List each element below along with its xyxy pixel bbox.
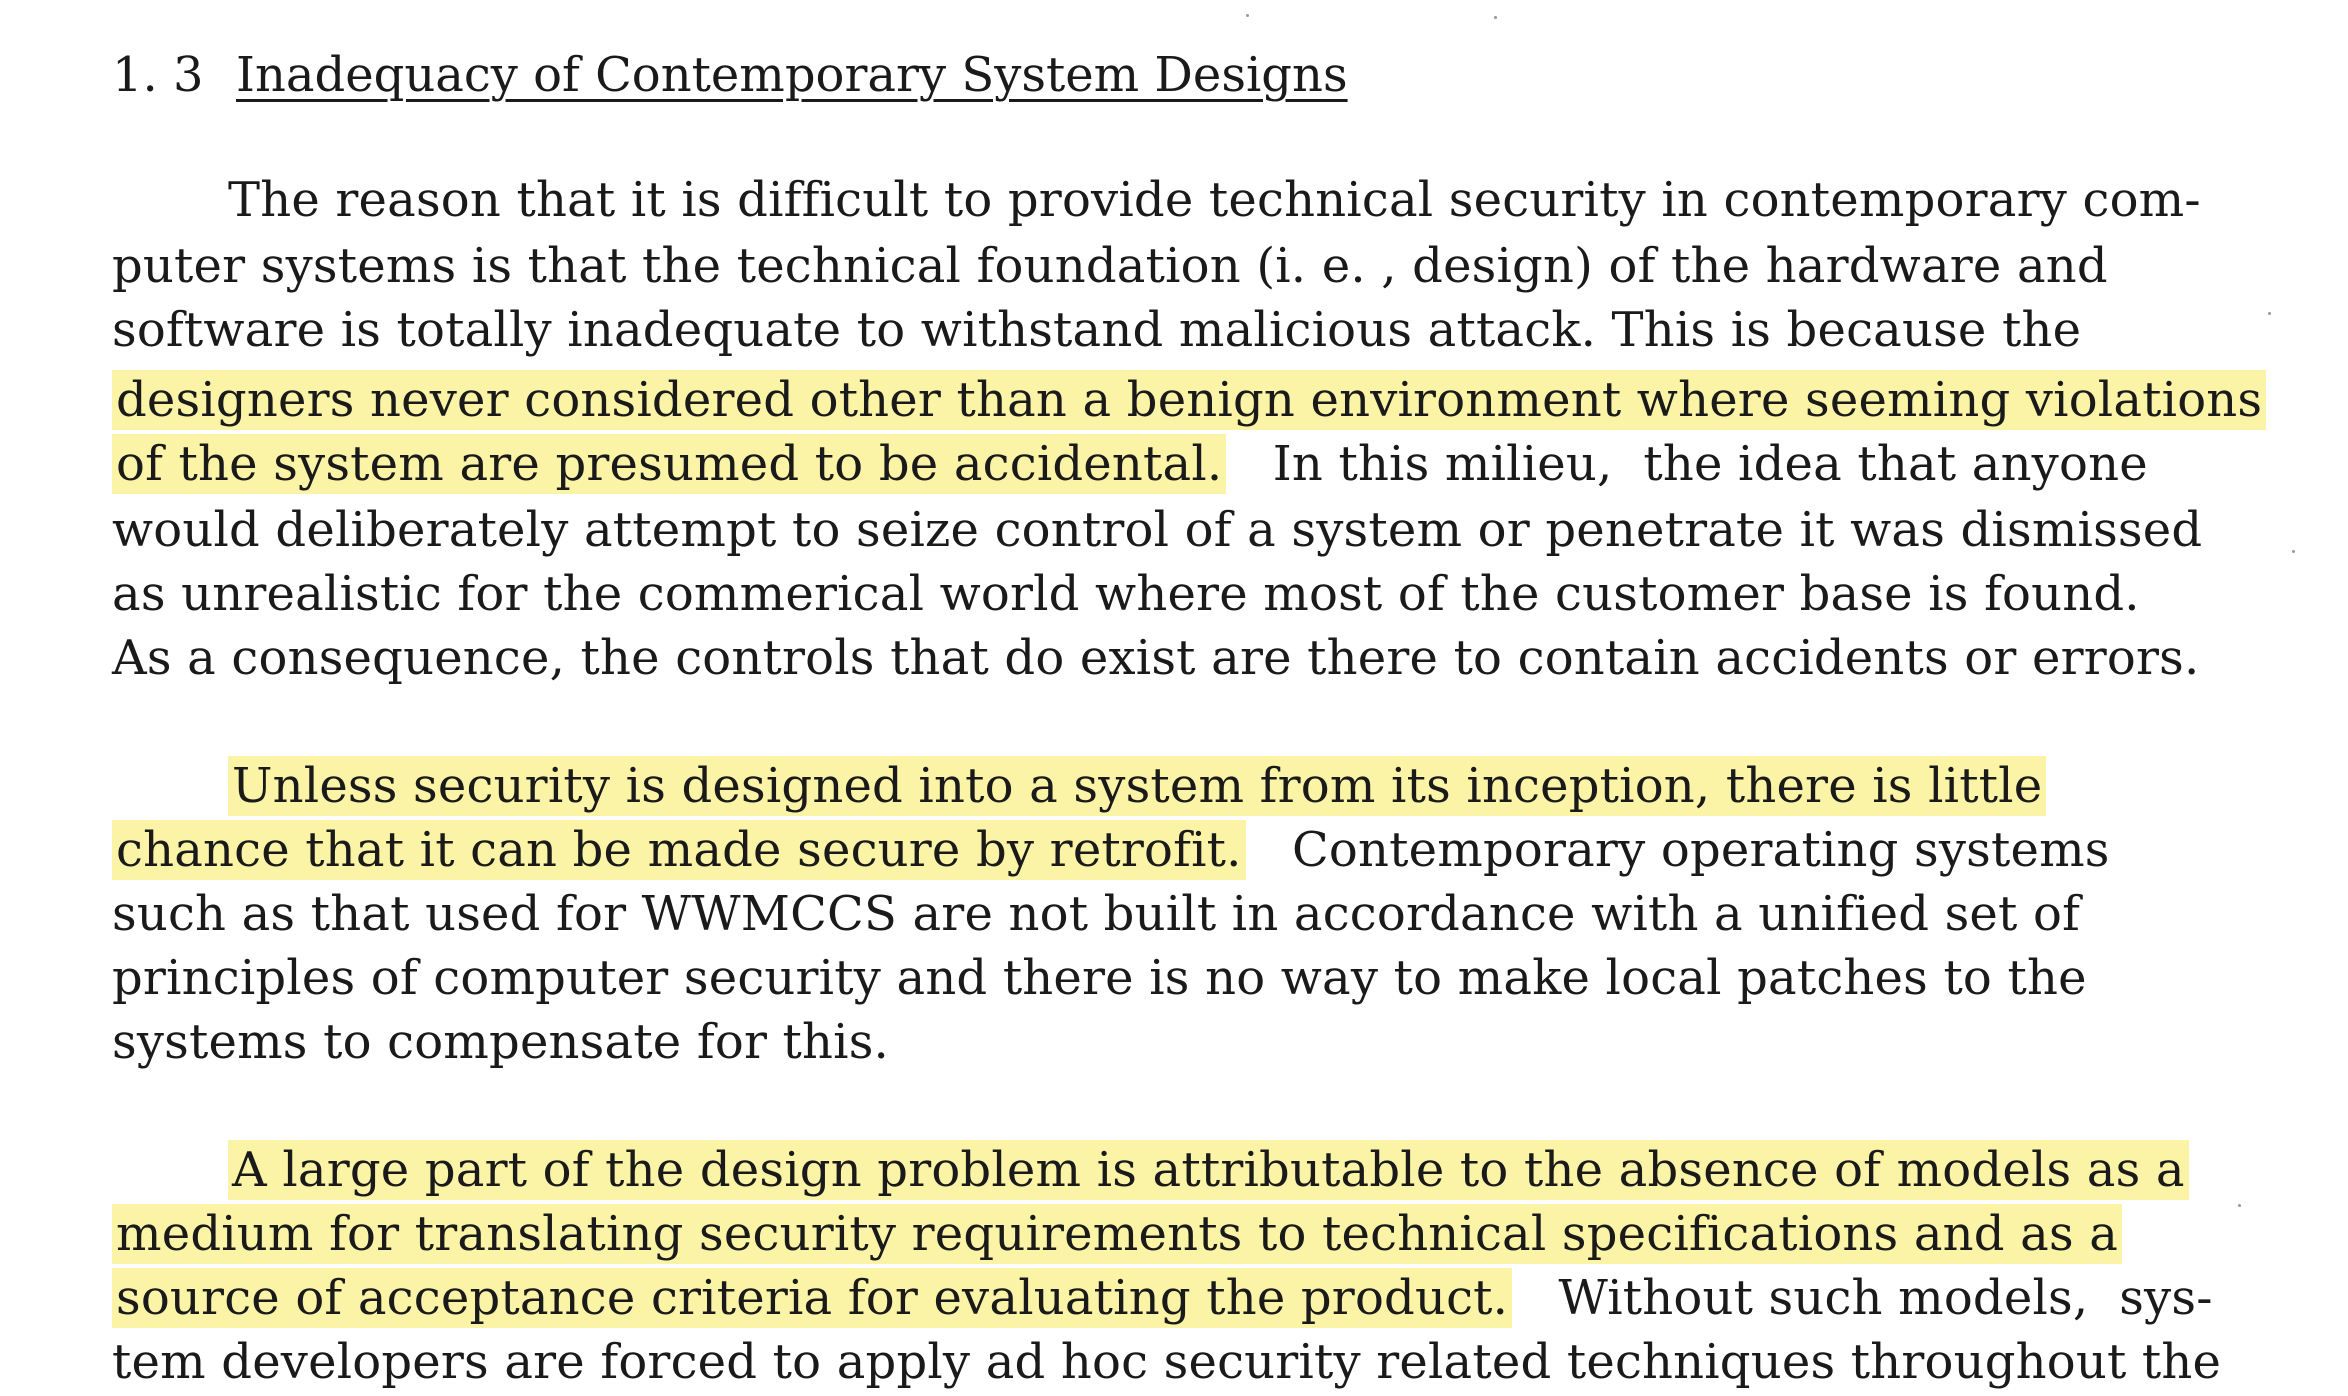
section-heading [112,40,1348,110]
paragraph-2-line-2: chance that it can be made secure by retrofit. Contemporary operating systems [112,818,2110,882]
highlighted-text: Unless security is designed into a system from its inception, there is little [228,756,2046,816]
paragraph-1-line-6: would deliberately attempt to seize control of a system or penetrate it was dismissed [112,502,2203,558]
scan-speck [2292,550,2295,553]
paragraph-1-line-7: as unrealistic for the commerical world where most of the customer base is found. [112,566,2140,622]
paragraph-1-line-8: As a consequence, the controls that do exist are there to contain accidents or errors. [112,630,2200,686]
paragraph-3-line-1 [228,1138,2189,1202]
highlighted-text: A large part of the design problem is attributable to the absence of models as a [228,1140,2189,1200]
scan-speck [1246,14,1249,17]
scan-speck [2238,1204,2241,1207]
paragraph-1-line-3: software is totally inadequate to withstand malicious attack. This is because the [112,302,2082,358]
paragraph-2-line-4: principles of computer security and there is no way to make local patches to the [112,950,2087,1006]
highlighted-text: designers never considered other than a benign environment where seeming violations [112,370,2266,430]
section-title: Inadequacy of Contemporary System Designs [236,47,1348,103]
highlighted-text: source of acceptance criteria for evaluating the product. [112,1268,1512,1328]
paragraph-3-line-3: source of acceptance criteria for evaluating the product. Without such models, sys- [112,1266,2213,1330]
paragraph-3-line-4: tem developers are forced to apply ad hoc security related techniques throughout the [112,1334,2222,1390]
paragraph-1-line-2: puter systems is that the technical foundation (i. e. , design) of the hardware and [112,238,2108,294]
scan-speck [2268,312,2271,315]
highlighted-text: medium for translating security requirements to technical specifications and as a [112,1204,2122,1264]
paragraph-1-line-5: of the system are presumed to be accidental. In this milieu, the idea that anyone [112,432,2148,496]
section-number: 1. 3 [112,47,204,103]
paragraph-2-line-5: systems to compensate for this. [112,1014,889,1070]
highlighted-text: chance that it can be made secure by retrofit. [112,820,1246,880]
paragraph-2-line-3: such as that used for WWMCCS are not built in accordance with a unified set of [112,886,2081,942]
paragraph-2-line-1 [228,754,2046,818]
paragraph-1-line-1: The reason that it is difficult to provide technical security in contemporary com- [228,172,2201,228]
paragraph-3-line-2 [112,1202,2122,1266]
paragraph-1-line-4 [112,368,2266,432]
highlighted-text: of the system are presumed to be accidental. [112,434,1226,494]
scan-speck [1494,16,1497,19]
